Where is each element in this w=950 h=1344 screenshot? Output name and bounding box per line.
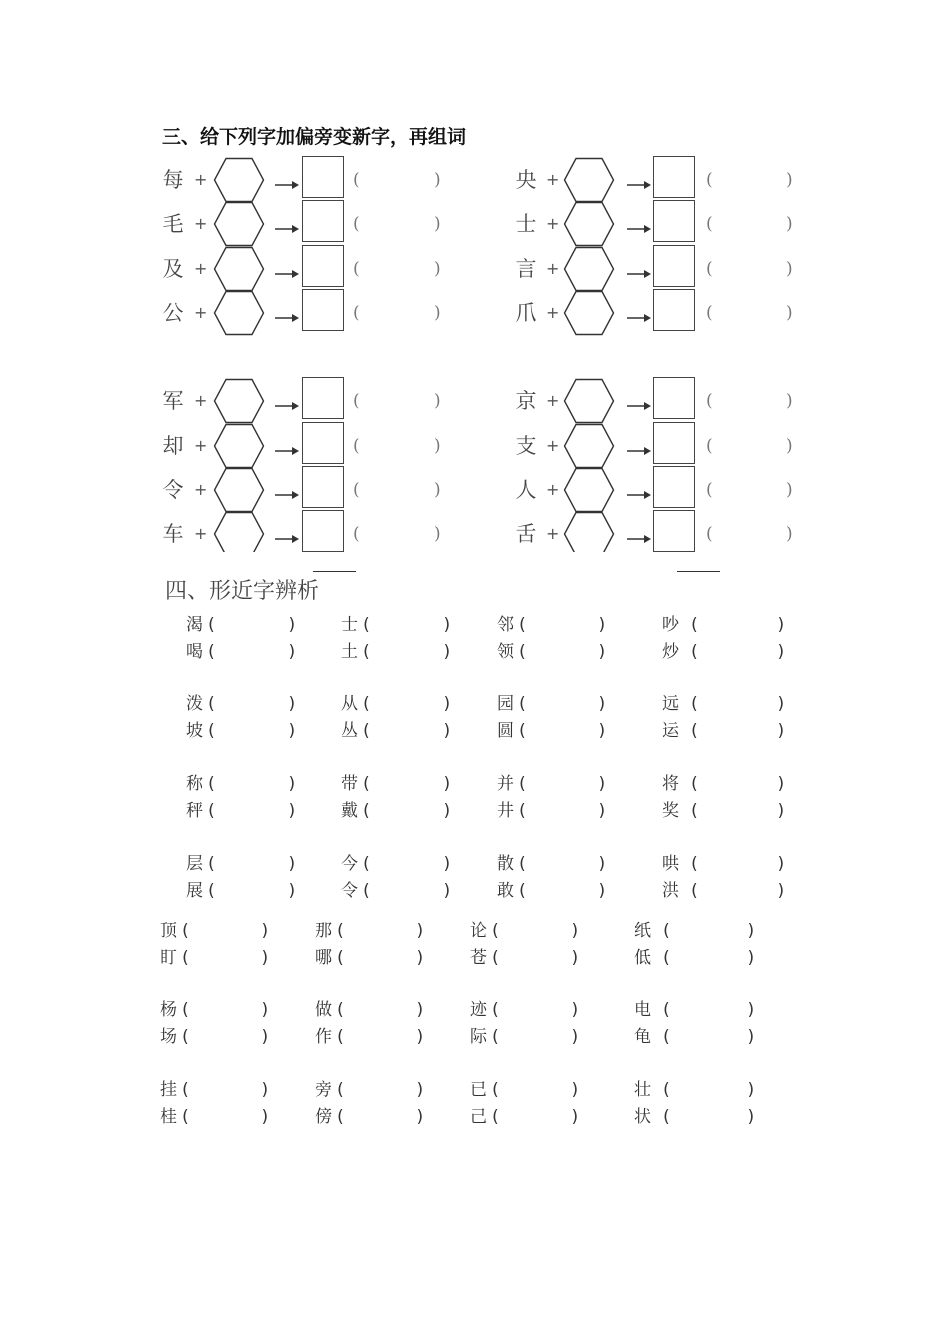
similar-character: 园: [497, 694, 514, 714]
word-blank-close: ): [786, 303, 793, 323]
similar-character: 哄: [662, 854, 679, 874]
word-blank-close: ): [786, 436, 793, 456]
word-blank-open: (: [689, 881, 700, 901]
word-blank-open: (: [180, 1027, 191, 1047]
section-3-title: 三、给下列字加偏旁变新字，再组词: [162, 126, 467, 148]
word-blank-open: (: [361, 854, 372, 874]
word-blank-open: (: [661, 1000, 672, 1020]
similar-character: 渴: [186, 615, 203, 635]
similar-character: 圆: [497, 721, 514, 741]
word-blank-close: ): [746, 1000, 757, 1020]
word-blank-open: (: [706, 170, 713, 190]
word-blank-open: (: [490, 1080, 501, 1100]
word-blank-open: (: [361, 642, 372, 662]
word-blank-close: ): [287, 774, 298, 794]
word-blank-close: ): [434, 303, 441, 323]
word-blank-close: ): [287, 694, 298, 714]
new-character-box[interactable]: [653, 200, 695, 242]
similar-character: 层: [186, 854, 203, 874]
arrow-icon: [275, 396, 299, 415]
word-blank-close: ): [434, 524, 441, 544]
similar-character: 炒: [662, 642, 679, 662]
word-blank-close: ): [597, 881, 608, 901]
word-blank-close: ): [786, 391, 793, 411]
plus-sign: +: [194, 214, 208, 233]
new-character-box[interactable]: [653, 289, 695, 331]
word-blank-close: ): [597, 774, 608, 794]
word-blank-open: (: [180, 1107, 191, 1127]
word-blank-open: (: [661, 1027, 672, 1047]
arrow-icon: [275, 175, 299, 194]
word-blank-open: (: [490, 1107, 501, 1127]
word-blank-close: ): [786, 524, 793, 544]
similar-character: 称: [186, 774, 203, 794]
word-blank-close: ): [746, 948, 757, 968]
new-character-box[interactable]: [653, 156, 695, 198]
base-character: 公: [162, 301, 184, 325]
plus-sign: +: [546, 170, 560, 189]
base-character: 军: [162, 389, 184, 413]
similar-character: 邻: [497, 615, 514, 635]
word-blank-close: ): [570, 948, 581, 968]
word-blank-open: (: [661, 921, 672, 941]
hexagon-radical-blank: [213, 157, 265, 207]
word-blank-open: (: [353, 214, 360, 234]
word-blank-open: (: [490, 921, 501, 941]
word-blank-close: ): [260, 921, 271, 941]
plus-sign: +: [546, 214, 560, 233]
plus-sign: +: [194, 524, 208, 543]
word-blank-open: (: [353, 391, 360, 411]
word-blank-close: ): [287, 881, 298, 901]
word-blank-open: (: [517, 615, 528, 635]
word-blank-close: ): [415, 1080, 426, 1100]
word-blank-close: ): [442, 694, 453, 714]
similar-character: 展: [186, 881, 203, 901]
similar-character: 那: [315, 921, 332, 941]
word-blank-open: (: [361, 774, 372, 794]
word-blank-close: ): [415, 1027, 426, 1047]
base-character: 令: [162, 478, 184, 502]
base-character: 士: [515, 212, 537, 236]
similar-character: 坡: [186, 721, 203, 741]
similar-character: 纸: [634, 921, 651, 941]
plus-sign: +: [546, 480, 560, 499]
word-blank-open: (: [353, 303, 360, 323]
word-blank-close: ): [597, 642, 608, 662]
hexagon-radical-blank: [563, 201, 615, 251]
word-blank-open: (: [706, 524, 713, 544]
similar-character: 今: [341, 854, 358, 874]
similar-character: 桂: [160, 1107, 177, 1127]
word-blank-open: (: [180, 948, 191, 968]
similar-character: 场: [160, 1027, 177, 1047]
similar-character: 状: [634, 1107, 651, 1127]
word-blank-open: (: [661, 1107, 672, 1127]
similar-character: 喝: [186, 642, 203, 662]
similar-character: 哪: [315, 948, 332, 968]
new-character-box[interactable]: [302, 289, 344, 331]
word-blank-open: (: [490, 948, 501, 968]
word-blank-open: (: [180, 921, 191, 941]
word-blank-close: ): [434, 391, 441, 411]
arrow-icon: [627, 219, 651, 238]
word-blank-open: (: [180, 1000, 191, 1020]
word-blank-close: ): [776, 642, 787, 662]
base-character: 爪: [515, 301, 537, 325]
word-blank-open: (: [706, 436, 713, 456]
word-blank-close: ): [776, 721, 787, 741]
new-character-box[interactable]: [653, 422, 695, 464]
word-blank-close: ): [287, 801, 298, 821]
arrow-icon: [275, 529, 299, 548]
arrow-icon: [627, 264, 651, 283]
new-character-box[interactable]: [302, 377, 344, 419]
word-blank-close: ): [776, 774, 787, 794]
hexagon-radical-blank: [213, 467, 265, 517]
similar-character: 挂: [160, 1080, 177, 1100]
word-blank-open: (: [206, 642, 217, 662]
word-blank-close: ): [287, 721, 298, 741]
word-blank-close: ): [287, 615, 298, 635]
word-blank-close: ): [570, 921, 581, 941]
base-character: 支: [515, 434, 537, 458]
section-4-title: 四、形近字辨析: [165, 579, 320, 604]
word-blank-open: (: [206, 881, 217, 901]
similar-character: 作: [315, 1027, 332, 1047]
similar-character: 顶: [160, 921, 177, 941]
hexagon-radical-blank: [563, 157, 615, 207]
base-character: 及: [162, 257, 184, 281]
word-blank-open: (: [353, 259, 360, 279]
word-blank-close: ): [570, 1080, 581, 1100]
similar-character: 领: [497, 642, 514, 662]
new-character-box[interactable]: [653, 245, 695, 287]
word-blank-close: ): [260, 1000, 271, 1020]
word-blank-close: ): [597, 721, 608, 741]
base-character: 每: [162, 168, 184, 192]
word-blank-open: (: [361, 801, 372, 821]
word-blank-open: (: [361, 615, 372, 635]
word-blank-open: (: [490, 1027, 501, 1047]
word-blank-open: (: [689, 854, 700, 874]
similar-character: 戴: [341, 801, 358, 821]
hexagon-radical-blank: [563, 290, 615, 340]
word-blank-open: (: [335, 1000, 346, 1020]
similar-character: 迹: [470, 1000, 487, 1020]
similar-character: 运: [662, 721, 679, 741]
word-blank-close: ): [776, 881, 787, 901]
word-blank-open: (: [689, 694, 700, 714]
word-blank-close: ): [260, 1027, 271, 1047]
word-blank-close: ): [442, 881, 453, 901]
word-blank-open: (: [335, 921, 346, 941]
word-blank-open: (: [517, 854, 528, 874]
word-blank-close: ): [746, 1027, 757, 1047]
word-blank-open: (: [517, 642, 528, 662]
similar-character: 泼: [186, 694, 203, 714]
plus-sign: +: [194, 170, 208, 189]
word-blank-close: ): [786, 214, 793, 234]
word-blank-close: ): [287, 854, 298, 874]
word-blank-close: ): [597, 854, 608, 874]
base-character: 车: [162, 522, 184, 546]
arrow-icon: [627, 529, 651, 548]
arrow-icon: [275, 308, 299, 327]
word-blank-open: (: [335, 1080, 346, 1100]
plus-sign: +: [194, 259, 208, 278]
word-blank-close: ): [570, 1107, 581, 1127]
word-blank-open: (: [335, 948, 346, 968]
word-blank-open: (: [689, 721, 700, 741]
similar-character: 壮: [634, 1080, 651, 1100]
base-character: 央: [515, 168, 537, 192]
word-blank-close: ): [746, 1107, 757, 1127]
word-blank-open: (: [517, 721, 528, 741]
base-character: 舌: [515, 522, 537, 546]
word-blank-close: ): [442, 774, 453, 794]
word-blank-close: ): [442, 854, 453, 874]
word-blank-close: ): [746, 1080, 757, 1100]
word-blank-close: ): [776, 801, 787, 821]
word-blank-open: (: [361, 721, 372, 741]
new-character-box[interactable]: [653, 510, 695, 552]
word-blank-open: (: [517, 881, 528, 901]
similar-character: 际: [470, 1027, 487, 1047]
similar-character: 旁: [315, 1080, 332, 1100]
base-character: 却: [162, 434, 184, 458]
hexagon-radical-blank: [563, 246, 615, 296]
word-blank-close: ): [415, 921, 426, 941]
word-blank-close: ): [442, 721, 453, 741]
word-blank-close: ): [570, 1027, 581, 1047]
hexagon-radical-blank: [213, 378, 265, 428]
similar-character: 士: [341, 615, 358, 635]
word-blank-open: (: [353, 524, 360, 544]
similar-character: 已: [470, 1080, 487, 1100]
plus-sign: +: [194, 303, 208, 322]
arrow-icon: [627, 308, 651, 327]
word-blank-open: (: [706, 391, 713, 411]
word-blank-open: (: [353, 436, 360, 456]
word-blank-open: (: [706, 303, 713, 323]
arrow-icon: [627, 441, 651, 460]
hexagon-radical-blank: [563, 467, 615, 517]
new-character-box[interactable]: [302, 200, 344, 242]
arrow-icon: [627, 175, 651, 194]
arrow-icon: [275, 441, 299, 460]
word-blank-open: (: [517, 694, 528, 714]
word-blank-open: (: [335, 1107, 346, 1127]
base-character: 人: [515, 478, 537, 502]
hexagon-radical-blank: [563, 423, 615, 473]
hexagon-radical-blank: [213, 246, 265, 296]
hexagon-radical-blank: [563, 378, 615, 428]
similar-character: 低: [634, 948, 651, 968]
word-blank-close: ): [434, 436, 441, 456]
similar-character: 散: [497, 854, 514, 874]
word-blank-close: ): [597, 615, 608, 635]
word-blank-open: (: [490, 1000, 501, 1020]
plus-sign: +: [546, 303, 560, 322]
similar-character: 丛: [341, 721, 358, 741]
word-blank-open: (: [206, 721, 217, 741]
similar-character: 秤: [186, 801, 203, 821]
word-blank-close: ): [776, 615, 787, 635]
rule-line: [677, 571, 720, 572]
word-blank-open: (: [689, 774, 700, 794]
word-blank-close: ): [434, 480, 441, 500]
word-blank-open: (: [361, 881, 372, 901]
similar-character: 论: [470, 921, 487, 941]
hexagon-radical-blank: [213, 290, 265, 340]
word-blank-close: ): [287, 642, 298, 662]
word-blank-open: (: [689, 801, 700, 821]
word-blank-close: ): [570, 1000, 581, 1020]
word-blank-close: ): [434, 170, 441, 190]
similar-character: 己: [470, 1107, 487, 1127]
new-character-box[interactable]: [653, 466, 695, 508]
word-blank-close: ): [442, 642, 453, 662]
word-blank-open: (: [353, 170, 360, 190]
arrow-icon: [275, 264, 299, 283]
word-blank-open: (: [206, 801, 217, 821]
word-blank-open: (: [706, 259, 713, 279]
word-blank-open: (: [206, 615, 217, 635]
word-blank-open: (: [517, 801, 528, 821]
word-blank-close: ): [786, 480, 793, 500]
similar-character: 土: [341, 642, 358, 662]
word-blank-close: ): [260, 948, 271, 968]
word-blank-open: (: [180, 1080, 191, 1100]
hexagon-radical-blank: [213, 423, 265, 473]
word-blank-close: ): [415, 1000, 426, 1020]
word-blank-close: ): [442, 615, 453, 635]
plus-sign: +: [194, 391, 208, 410]
word-blank-open: (: [689, 642, 700, 662]
similar-character: 奖: [662, 801, 679, 821]
new-character-box[interactable]: [302, 422, 344, 464]
plus-sign: +: [546, 524, 560, 543]
word-blank-close: ): [597, 801, 608, 821]
base-character: 言: [515, 257, 537, 281]
word-blank-close: ): [442, 801, 453, 821]
word-blank-open: (: [706, 480, 713, 500]
word-blank-open: (: [689, 615, 700, 635]
word-blank-close: ): [260, 1080, 271, 1100]
similar-character: 盯: [160, 948, 177, 968]
similar-character: 从: [341, 694, 358, 714]
similar-character: 井: [497, 801, 514, 821]
word-blank-close: ): [776, 854, 787, 874]
plus-sign: +: [194, 436, 208, 455]
similar-character: 远: [662, 694, 679, 714]
word-blank-close: ): [786, 170, 793, 190]
word-blank-close: ): [434, 259, 441, 279]
arrow-icon: [275, 485, 299, 504]
similar-character: 洪: [662, 881, 679, 901]
similar-character: 龟: [634, 1027, 651, 1047]
similar-character: 并: [497, 774, 514, 794]
base-character: 京: [515, 389, 537, 413]
word-blank-open: (: [206, 854, 217, 874]
crop-edge: [150, 552, 850, 566]
word-blank-open: (: [706, 214, 713, 234]
plus-sign: +: [546, 436, 560, 455]
similar-character: 带: [341, 774, 358, 794]
word-blank-open: (: [361, 694, 372, 714]
word-blank-open: (: [353, 480, 360, 500]
similar-character: 敢: [497, 881, 514, 901]
word-blank-open: (: [206, 774, 217, 794]
word-blank-close: ): [776, 694, 787, 714]
new-character-box[interactable]: [302, 156, 344, 198]
word-blank-close: ): [415, 1107, 426, 1127]
new-character-box[interactable]: [653, 377, 695, 419]
word-blank-close: ): [434, 214, 441, 234]
similar-character: 苍: [470, 948, 487, 968]
plus-sign: +: [194, 480, 208, 499]
rule-line: [313, 571, 356, 572]
word-blank-open: (: [335, 1027, 346, 1047]
new-character-box[interactable]: [302, 510, 344, 552]
plus-sign: +: [546, 259, 560, 278]
word-blank-close: ): [260, 1107, 271, 1127]
new-character-box[interactable]: [302, 245, 344, 287]
hexagon-radical-blank: [213, 201, 265, 251]
word-blank-open: (: [661, 1080, 672, 1100]
word-blank-close: ): [415, 948, 426, 968]
similar-character: 做: [315, 1000, 332, 1020]
similar-character: 电: [634, 1000, 651, 1020]
similar-character: 将: [662, 774, 679, 794]
plus-sign: +: [546, 391, 560, 410]
word-blank-close: ): [786, 259, 793, 279]
word-blank-open: (: [517, 774, 528, 794]
word-blank-open: (: [661, 948, 672, 968]
similar-character: 傍: [315, 1107, 332, 1127]
new-character-box[interactable]: [302, 466, 344, 508]
similar-character: 杨: [160, 1000, 177, 1020]
similar-character: 吵: [662, 615, 679, 635]
base-character: 毛: [162, 212, 184, 236]
word-blank-close: ): [746, 921, 757, 941]
arrow-icon: [275, 219, 299, 238]
arrow-icon: [627, 485, 651, 504]
word-blank-open: (: [206, 694, 217, 714]
similar-character: 令: [341, 881, 358, 901]
arrow-icon: [627, 396, 651, 415]
word-blank-close: ): [597, 694, 608, 714]
